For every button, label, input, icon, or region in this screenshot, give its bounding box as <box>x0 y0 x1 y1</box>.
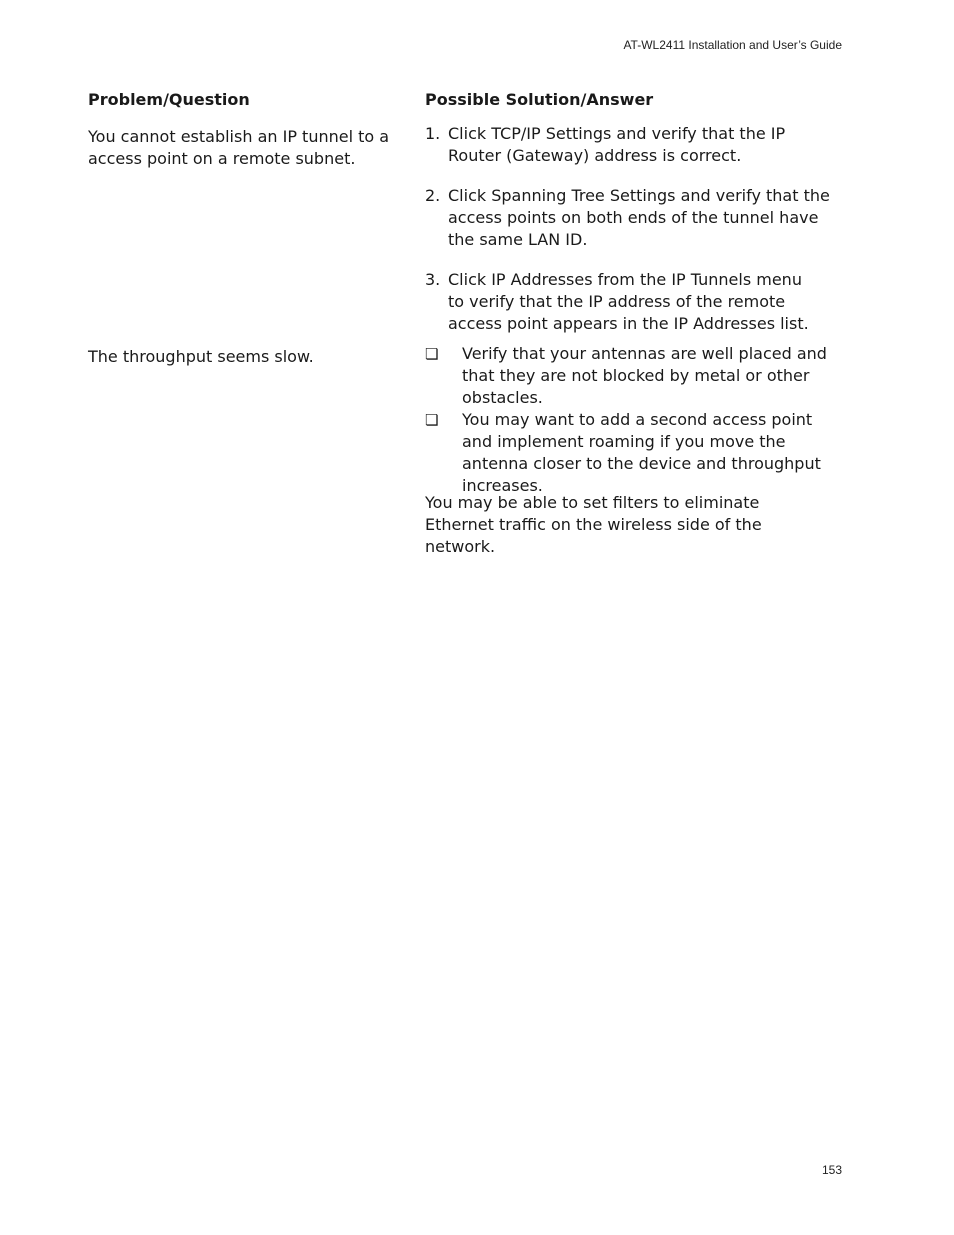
step-number: 2. <box>425 186 441 205</box>
checklist-item <box>425 343 845 409</box>
problem-text: The throughput seems slow. <box>88 347 314 366</box>
running-header: AT-WL2411 Installation and User’s Guide <box>623 38 842 52</box>
checklist-item <box>425 409 845 497</box>
step-number: 3. <box>425 270 441 289</box>
step-number: 1. <box>425 124 441 143</box>
numbered-step <box>425 123 845 167</box>
solution-step-3 <box>425 269 845 335</box>
checklist-text: Verify that your antennas are well placed and that they are not blocked by metal or other obstacles. <box>462 344 827 407</box>
solution-steps <box>425 123 845 167</box>
numbered-step <box>425 269 845 335</box>
checklist-text: You may want to add a second access point and implement roaming if you move the antenna closer to the device and throughput increases. <box>462 410 821 495</box>
column-header-solution: Possible Solution/Answer <box>425 90 654 109</box>
checkbox-icon: ❏ <box>425 345 439 363</box>
solution-note: You may be able to set filters to eliminate Ethernet traffic on the wireless side of the network. <box>425 493 762 556</box>
checkbox-icon: ❏ <box>425 411 439 429</box>
column-header-problem: Problem/Question <box>88 90 250 109</box>
page-number: 153 <box>821 1163 842 1177</box>
solution-checklist <box>425 343 845 497</box>
numbered-step <box>425 185 845 251</box>
step-text: Click Spanning Tree Settings and verify that the access points on both ends of the tunnel have the same LAN ID. <box>448 186 830 249</box>
step-text: Click TCP/IP Settings and verify that the IP Router (Gateway) address is correct. <box>448 124 786 165</box>
step-text: Click IP Addresses from the IP Tunnels menu to verify that the IP address of the remote access point appears in the IP Addresses list. <box>448 270 809 333</box>
solution-step-2 <box>425 185 845 251</box>
problem-text: You cannot establish an IP tunnel to a access point on a remote subnet. <box>88 127 390 168</box>
